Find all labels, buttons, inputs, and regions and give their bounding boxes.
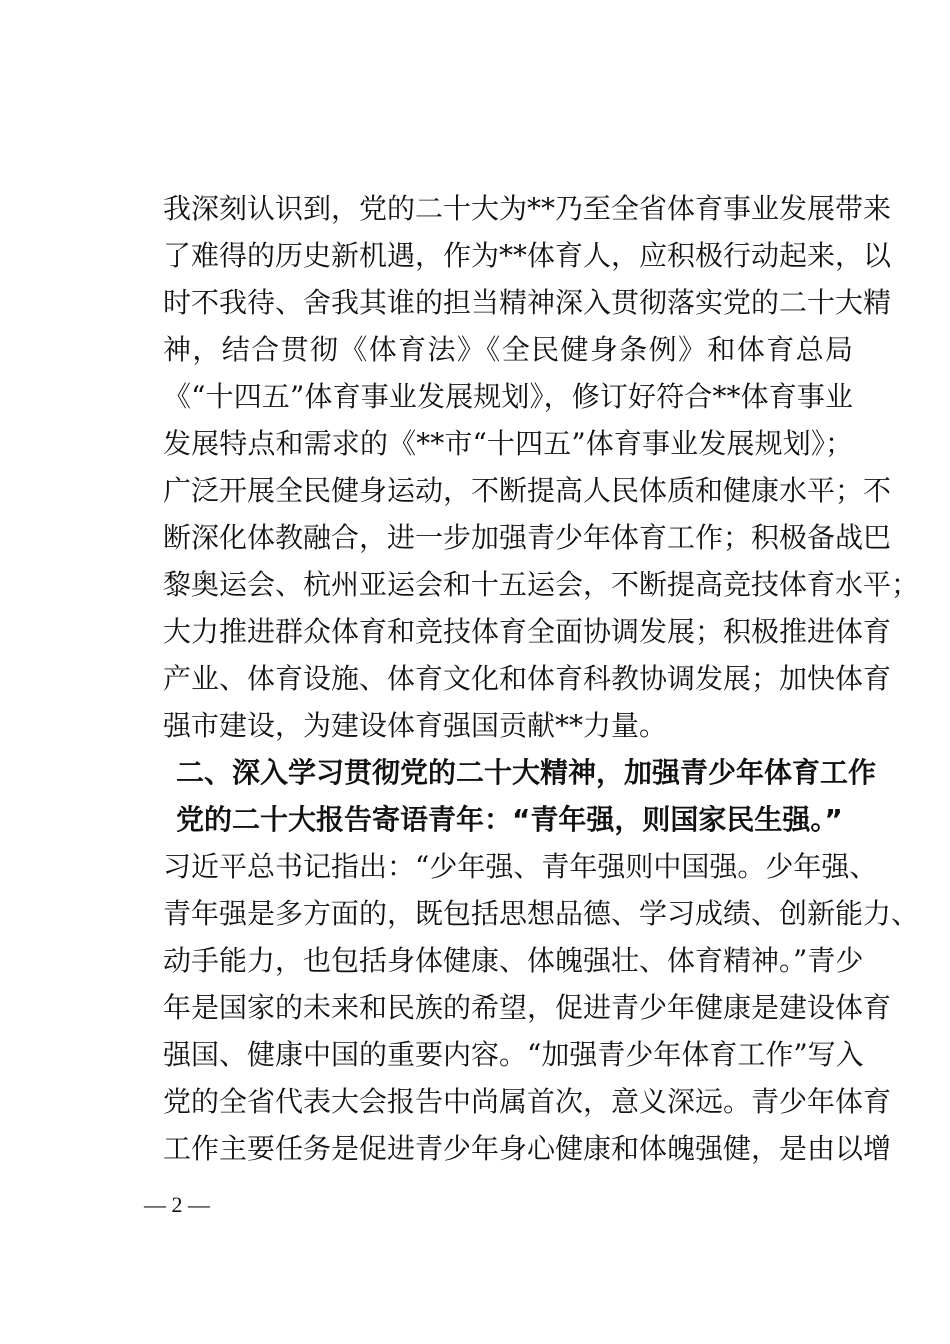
paragraph-line: 黎奥运会、杭州亚运会和十五运会，不断提高竞技体育水平； <box>163 568 920 601</box>
paragraph-line: 动手能力，也包括身体健康、体魄强壮、体育精神。”青少 <box>163 944 864 977</box>
paragraph-line: 我深刻认识到，党的二十大为**乃至全省体育事业发展带来 <box>163 192 892 225</box>
paragraph-line: 断深化体教融合，进一步加强青少年体育工作；积极备战巴 <box>163 521 892 554</box>
paragraph-lead-line: 党的二十大报告寄语青年：“青年强，则国家民生强。” <box>176 803 843 836</box>
page-number: — 2 — <box>144 1192 210 1217</box>
paragraph-line: 《“十四五”体育事业发展规划》，修订好符合**体育事业 <box>163 380 853 413</box>
paragraph-line: 时不我待、舍我其谁的担当精神深入贯彻落实党的二十大精 <box>163 286 892 319</box>
paragraph-line: 年是国家的未来和民族的希望，促进青少年健康是建设体育 <box>163 991 892 1024</box>
paragraph-line: 工作主要任务是促进青少年身心健康和体魄强健，是由以增 <box>163 1132 892 1165</box>
paragraph-line: 强市建设，为建设体育强国贡献**力量。 <box>163 709 668 742</box>
paragraph-line: 广泛开展全民健身运动，不断提高人民体质和健康水平；不 <box>163 474 892 507</box>
section-heading: 二、深入学习贯彻党的二十大精神，加强青少年体育工作 <box>176 756 877 789</box>
paragraph-line: 青年强是多方面的，既包括思想品德、学习成绩、创新能力、 <box>163 897 920 930</box>
paragraph-line: 强国、健康中国的重要内容。“加强青少年体育工作”写入 <box>163 1038 864 1071</box>
paragraph-line: 大力推进群众体育和竞技体育全面协调发展；积极推进体育 <box>163 615 892 648</box>
paragraph-line: 产业、体育设施、体育文化和体育科教协调发展；加快体育 <box>163 662 892 695</box>
paragraph-line: 习近平总书记指出：“少年强、青年强则中国强。少年强、 <box>163 850 878 883</box>
paragraph-line: 了难得的历史新机遇，作为**体育人，应积极行动起来，以 <box>163 239 892 272</box>
paragraph-line: 党的全省代表大会报告中尚属首次，意义深远。青少年体育 <box>163 1085 892 1118</box>
paragraph-line: 神，结合贯彻《体育法》《全民健身条例》和体育总局 <box>163 333 853 366</box>
paragraph-line: 发展特点和需求的《**市“十四五”体育事业发展规划》； <box>163 427 853 460</box>
